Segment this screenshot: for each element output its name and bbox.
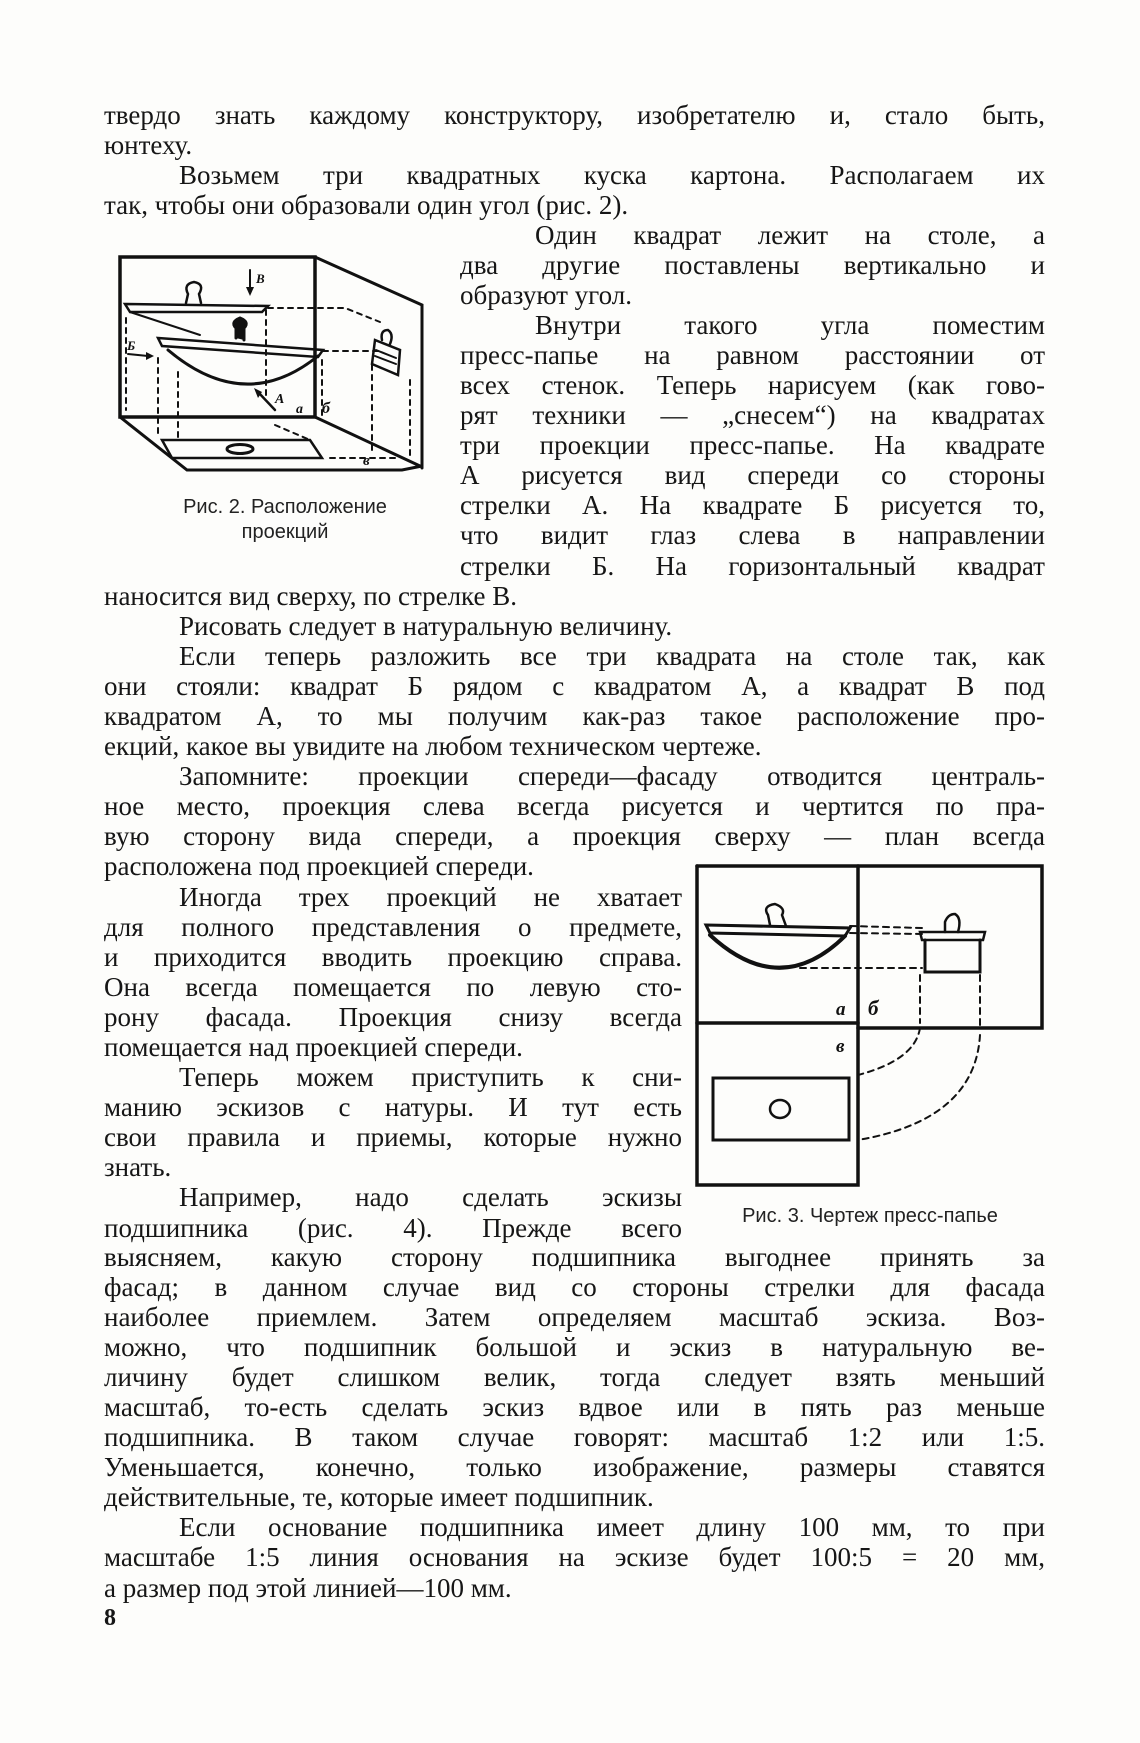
text-line: Иногда трех проекций не хватает	[179, 882, 682, 912]
text-line: свои правила и приемы, которые нужно	[104, 1122, 682, 1153]
text-line: они стояли: квадрат Б рядом с квадратом А, а квадрат В под	[104, 671, 1045, 702]
figure-2-label-v-small: в	[363, 453, 370, 469]
text-line: действительные, те, которые имеет подшипник.	[104, 1482, 654, 1513]
text-line: выясняем, какую сторону подшипника выгоднее принять за	[104, 1242, 1045, 1272]
text-line: наиболее приемлем. Затем определяем масштаб эскиза. Воз-	[104, 1302, 1045, 1333]
text-line: подшипника (рис. 4). Прежде всего	[104, 1212, 682, 1243]
figure-2-label-v: В	[256, 271, 265, 286]
text-line: масштаб, то-есть сделать эскиз вдвое или в пять раз меньше	[104, 1392, 1045, 1423]
text-line: два другие поставлены вертикально и	[460, 250, 1045, 281]
text-line: образуют угол.	[460, 280, 632, 311]
text-line: масштабе 1:5 линия основания на эскизе будет 100:5 = 20 мм,	[104, 1542, 1045, 1573]
figure-3-caption: Рис. 3. Чертеж пресс-папье	[742, 1205, 998, 1227]
text-block-beside-figure-2	[460, 220, 1045, 581]
text-line: что видит глаз слева в направлении	[460, 520, 1045, 551]
text-line: Рисовать следует в натуральную величину.	[179, 611, 673, 642]
text-line: квадратом А, то мы получим как-раз такое расположение про-	[104, 701, 1045, 732]
text-line: А рисуется вид спереди со стороны	[460, 460, 1045, 491]
text-line: Возьмем три квадратных куска картона. Располагаем их	[179, 160, 1045, 191]
figure-2-label-b: Б	[127, 338, 136, 353]
text-block-top	[104, 100, 1045, 220]
text-line: Если основание подшипника имеет длину 100 мм, то при	[179, 1512, 1045, 1543]
text-line: Один квадрат лежит на столе, а	[535, 220, 1045, 250]
text-block-bottom	[104, 1242, 1045, 1603]
figure-2-caption-line-2: проекций	[241, 521, 329, 543]
text-block-middle	[104, 581, 1045, 881]
text-line: можно, что подшипник большой и эскиз в натуральную ве-	[104, 1332, 1045, 1363]
figure-3-press-drawing	[690, 860, 1050, 1195]
text-line: помещается над проекцией спереди.	[104, 1032, 523, 1063]
text-line: рону фасада. Проекция снизу всегда	[104, 1002, 682, 1033]
figure-2-label-a-small: а	[296, 402, 303, 417]
figure-3-label-a: а	[836, 999, 846, 1020]
text-line: Внутри такого угла поместим	[535, 310, 1045, 341]
text-line: манию эскизов с натуры. И тут есть	[104, 1092, 682, 1123]
text-line: вую сторону вида спереди, а проекция сверху — план всегда	[104, 821, 1045, 852]
text-line: екций, какое вы увидите на любом техническом чертеже.	[104, 731, 762, 762]
text-line: стрелки Б. На горизонтальный квадрат	[460, 550, 1045, 581]
text-line: и приходится вводить проекцию справа.	[104, 942, 682, 973]
text-line: Уменьшается, конечно, только изображение, размеры ставятся	[104, 1452, 1045, 1483]
page-number: 8	[104, 1605, 116, 1631]
text-line: пресс-папье на равном расстоянии от	[460, 340, 1045, 371]
text-line: всех стенок. Теперь нарисуем (как гово-	[460, 370, 1045, 401]
text-line: три проекции пресс-папье. На квадрате	[460, 430, 1045, 461]
figure-3-label-b: б	[868, 996, 879, 1020]
text-line: так, чтобы они образовали один угол (рис. 2).	[104, 190, 629, 221]
text-line: наносится вид сверху, по стрелке В.	[104, 581, 517, 611]
text-line: подшипника. В таком случае говорят: масштаб 1:2 или 1:5.	[104, 1422, 1045, 1453]
text-line: юнтеху.	[104, 130, 193, 161]
text-line: Например, надо сделать эскизы	[179, 1182, 682, 1213]
text-line: Если теперь разложить все три квадрата на столе так, как	[179, 641, 1045, 672]
figure-2-caption-line-1: Рис. 2. Расположение	[183, 496, 387, 518]
text-line: твердо знать каждому конструктору, изобретателю и, стало быть,	[104, 100, 1045, 130]
figure-2-label-a: А	[275, 392, 285, 407]
text-line: ное место, проекция слева всегда рисуется и чертится по пра-	[104, 791, 1045, 822]
text-line: а размер под этой линией—100 мм.	[104, 1572, 512, 1603]
text-line: знать.	[104, 1152, 172, 1183]
figure-2-projection-layout	[110, 245, 430, 485]
figure-3-label-v: в	[836, 1036, 845, 1057]
text-line: фасад; в данном случае вид со стороны стрелки для фасада	[104, 1272, 1045, 1303]
text-line: рят техники — „снесем“) на квадратах	[460, 400, 1045, 431]
text-line: личину будет слишком велик, тогда следует взять меньший	[104, 1362, 1045, 1393]
text-line: Она всегда помещается по левую сто-	[104, 972, 682, 1003]
text-line: Теперь можем приступить к сни-	[179, 1062, 682, 1093]
figure-2-label-b-small: б	[322, 400, 330, 417]
text-line: стрелки А. На квадрате Б рисуется то,	[460, 490, 1045, 521]
text-block-beside-figure-3	[104, 882, 682, 1243]
text-line: расположена под проекцией спереди.	[104, 851, 534, 882]
text-line: Запомните: проекции спереди—фасаду отводится централь-	[179, 761, 1045, 792]
text-line: для полного представления о предмете,	[104, 912, 682, 943]
